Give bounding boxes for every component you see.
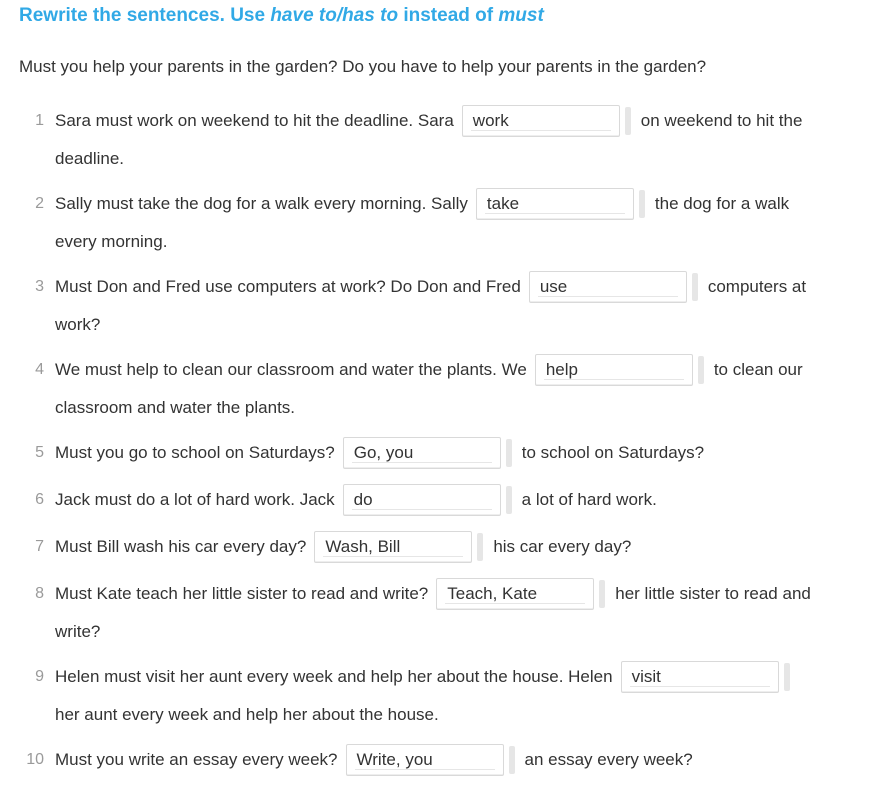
input-handle [506, 439, 512, 467]
item-text-after: her little sister to read and [615, 584, 811, 603]
input-handle [698, 356, 704, 384]
item-text-before: Must Don and Fred use computers at work? Do Don and Fred [55, 277, 521, 296]
item-number: 6 [35, 491, 44, 508]
item-line-1 [55, 658, 790, 696]
item-text-before: Sally must take the dog for a walk every morning. Sally [55, 194, 468, 213]
item-line-2: write? [55, 622, 101, 641]
item-text-after: his car every day? [493, 537, 632, 556]
input-handle [692, 273, 698, 301]
item-number: 1 [35, 112, 44, 129]
item-text-after: a lot of hard work. [521, 490, 657, 509]
item-line-1 [55, 575, 811, 613]
item-text-after: the dog for a walk [654, 194, 790, 213]
item-number: 2 [35, 195, 44, 212]
item-number: 10 [26, 751, 44, 768]
item-line-1 [55, 351, 803, 389]
item-number: 9 [35, 668, 44, 685]
input-handle [509, 746, 515, 774]
input-handle [477, 533, 483, 561]
input-handle [625, 107, 631, 135]
item-number: 8 [35, 585, 44, 602]
answer-input[interactable]: use [529, 271, 687, 303]
answer-input[interactable]: Go, you [343, 437, 501, 469]
title-middle: instead of [398, 5, 499, 26]
input-handle [506, 486, 512, 514]
item-text-before: Sara must work on weekend to hit the deadline. Sara [55, 111, 454, 130]
answer-input[interactable]: help [535, 354, 693, 386]
answer-input[interactable]: Teach, Kate [436, 578, 594, 610]
item-text-before: Jack must do a lot of hard work. Jack [55, 490, 335, 509]
item-line-1 [55, 102, 802, 140]
item-line-1 [55, 434, 704, 472]
input-handle [599, 580, 605, 608]
item-text-before: Must Bill wash his car every day? [55, 537, 307, 556]
answer-input[interactable]: take [476, 188, 634, 220]
item-text-before: We must help to clean our classroom and water the plants. We [55, 360, 527, 379]
item-number: 5 [35, 444, 44, 461]
item-line-1 [55, 481, 657, 519]
item-text-before: Must Kate teach her little sister to read and write? [55, 584, 429, 603]
answer-input[interactable]: work [462, 105, 620, 137]
title-italic-must: must [498, 5, 544, 26]
item-line-1 [55, 268, 806, 306]
input-handle [784, 663, 790, 691]
answer-input[interactable]: Wash, Bill [314, 531, 472, 563]
item-number: 4 [35, 361, 44, 378]
item-line-1 [55, 741, 693, 779]
item-text-after: on weekend to hit the [640, 111, 803, 130]
item-number: 3 [35, 278, 44, 295]
item-text-after: to clean our [713, 360, 803, 379]
item-line-1 [55, 528, 631, 566]
item-line-1 [55, 185, 789, 223]
item-text-before: Must you write an essay every week? [55, 750, 338, 769]
answer-input[interactable]: do [343, 484, 501, 516]
item-text-before: Must you go to school on Saturdays? [55, 443, 335, 462]
answer-input[interactable]: visit [621, 661, 779, 693]
title-prefix: Rewrite the sentences. Use [19, 5, 271, 26]
item-number: 7 [35, 538, 44, 555]
item-line-2: classroom and water the plants. [55, 398, 296, 417]
example-sentence: Must you help your parents in the garden? Do you have to help your parents in the garden? [19, 57, 707, 76]
item-text-after: computers at [707, 277, 807, 296]
input-handle [639, 190, 645, 218]
item-line-2: every morning. [55, 232, 168, 251]
item-text-after: to school on Saturdays? [521, 443, 705, 462]
item-text-after: an essay every week? [524, 750, 693, 769]
answer-input[interactable]: Write, you [346, 744, 504, 776]
item-line-2: deadline. [55, 149, 125, 168]
item-line-2: her aunt every week and help her about the house. [55, 705, 439, 724]
item-line-2: work? [55, 315, 101, 334]
exercise-title [19, 5, 544, 27]
title-italic-have-to: have to/has to [270, 5, 399, 26]
item-text-before: Helen must visit her aunt every week and help her about the house. Helen [55, 667, 613, 686]
